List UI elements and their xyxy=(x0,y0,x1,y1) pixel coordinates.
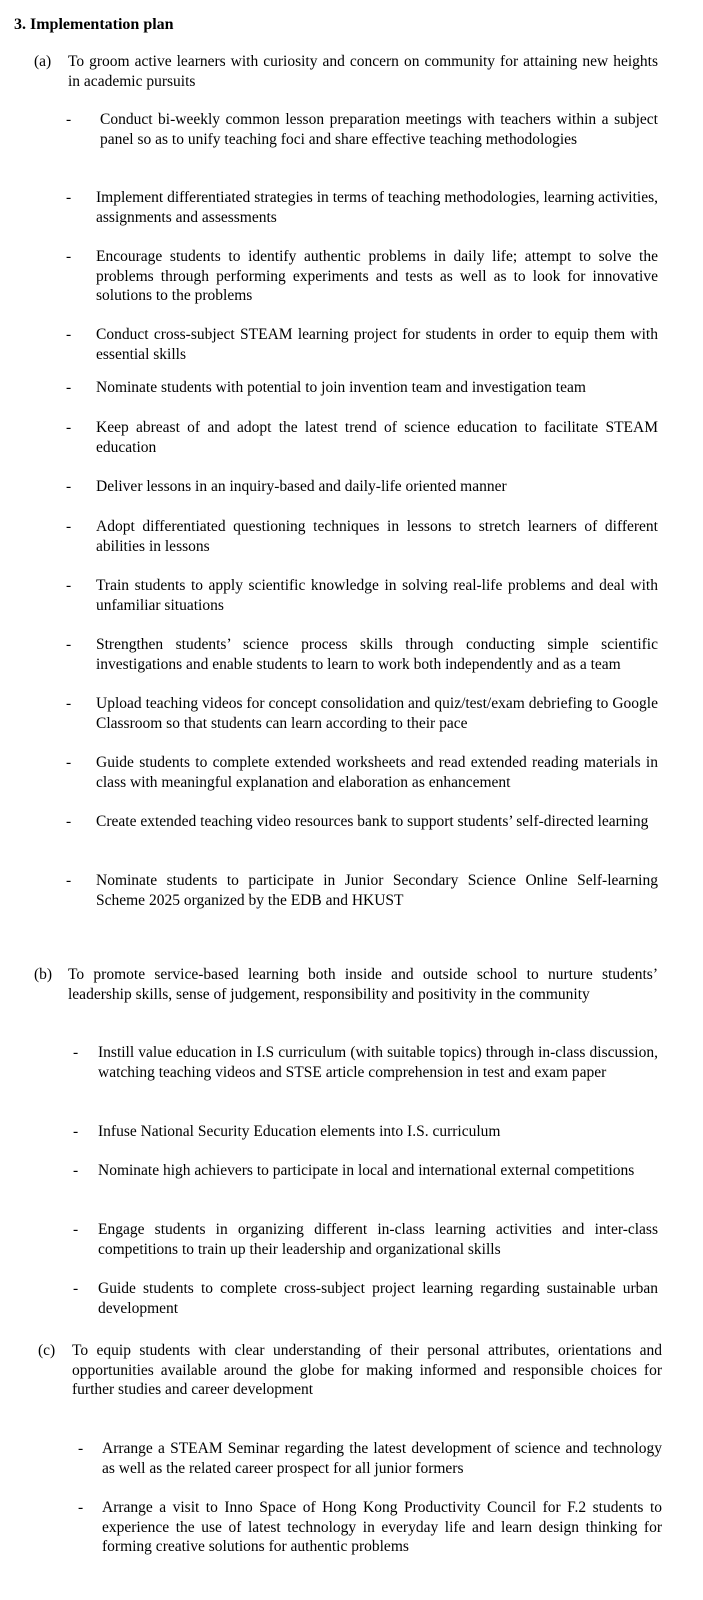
bullet-dash-icon: - xyxy=(66,111,72,128)
bullet-text: Nominate students with potential to join invention team and investigation team xyxy=(96,379,586,396)
bullet-dash-icon: - xyxy=(66,636,72,653)
bullet-text: Arrange a visit to Inno Space of Hong Kong Productivity Council for F.2 students to experience the use of latest technology in everyday life and learn design thinking for forming creative solutions for authentic problems xyxy=(102,1499,662,1555)
bullet-text: Deliver lessons in an inquiry-based and daily-life oriented manner xyxy=(96,478,507,495)
bullet-dash-icon: - xyxy=(66,189,72,206)
bullet-text: Strengthen students’ science process skills through conducting simple scientific investigations and enable students to learn to work both independently and as a team xyxy=(96,636,658,673)
bullet-text: Conduct cross-subject STEAM learning project for students in order to equip them with essential skills xyxy=(96,326,658,363)
bullet-text: Nominate high achievers to participate in local and international external competitions xyxy=(98,1162,635,1179)
bullet-text: Implement differentiated strategies in terms of teaching methodologies, learning activities, assignments and assessments xyxy=(96,189,658,226)
bullet-dash-icon: - xyxy=(73,1221,79,1238)
bullet-text: Nominate students to participate in Junior Secondary Science Online Self-learning Scheme 2025 organized by the EDB and HKUST xyxy=(96,872,658,909)
bullet-text: Create extended teaching video resources bank to support students’ self-directed learning xyxy=(96,813,649,830)
bullet-text: Train students to apply scientific knowledge in solving real-life problems and deal with unfamiliar situations xyxy=(96,577,658,614)
bullet-dash-icon: - xyxy=(73,1162,79,1179)
bullet-dash-icon: - xyxy=(78,1440,84,1457)
bullet-dash-icon: - xyxy=(73,1280,79,1297)
bullet-dash-icon: - xyxy=(66,419,72,436)
bullet-dash-icon: - xyxy=(66,754,72,771)
section-heading: 3. Implementation plan xyxy=(14,16,174,33)
bullet-text: Guide students to complete cross-subject project learning regarding sustainable urban development xyxy=(98,1280,658,1317)
section-title: To promote service-based learning both inside and outside school to nurture students’ leadership skills, sense of judgement, responsibility and positivity in the community xyxy=(68,966,658,1003)
bullet-dash-icon: - xyxy=(66,379,72,396)
bullet-text: Conduct bi-weekly common lesson preparation meetings with teachers within a subject panel so as to unify teaching foci and share effective teaching methodologies xyxy=(100,111,658,148)
bullet-dash-icon: - xyxy=(66,326,72,343)
bullet-text: Adopt differentiated questioning techniques in lessons to stretch learners of different abilities in lessons xyxy=(96,518,658,555)
section-letter: (b) xyxy=(34,966,53,983)
bullet-text: Guide students to complete extended worksheets and read extended reading materials in class with meaningful explanation and elaboration as enhancement xyxy=(96,754,658,791)
bullet-dash-icon: - xyxy=(73,1044,79,1061)
bullet-dash-icon: - xyxy=(66,695,72,712)
bullet-dash-icon: - xyxy=(66,518,72,535)
section-letter: (c) xyxy=(38,1342,56,1359)
bullet-dash-icon: - xyxy=(66,872,72,889)
bullet-dash-icon: - xyxy=(73,1123,79,1140)
section-title: To equip students with clear understanding of their personal attributes, orientations and opportunities available around the globe for making informed and responsible choices for further studies and career development xyxy=(72,1342,662,1398)
bullet-dash-icon: - xyxy=(66,813,72,830)
section-title: To groom active learners with curiosity and concern on community for attaining new heights in academic pursuits xyxy=(68,53,658,90)
bullet-text: Upload teaching videos for concept consolidation and quiz/test/exam debriefing to Google Classroom so that students can learn according to their pace xyxy=(96,695,658,732)
bullet-dash-icon: - xyxy=(78,1499,84,1516)
section-letter: (a) xyxy=(34,53,52,70)
bullet-dash-icon: - xyxy=(66,478,72,495)
bullet-text: Infuse National Security Education elements into I.S. curriculum xyxy=(98,1123,501,1140)
bullet-text: Keep abreast of and adopt the latest trend of science education to facilitate STEAM education xyxy=(96,419,658,456)
bullet-text: Arrange a STEAM Seminar regarding the latest development of science and technology as well as the related career prospect for all junior formers xyxy=(102,1440,662,1477)
bullet-text: Encourage students to identify authentic problems in daily life; attempt to solve the problems through performing experiments and tests as well as to look for innovative solutions to the problems xyxy=(96,248,658,304)
bullet-dash-icon: - xyxy=(66,248,72,265)
bullet-text: Engage students in organizing different in-class learning activities and inter-class competitions to train up their leadership and organizational skills xyxy=(98,1221,658,1258)
bullet-text: Instill value education in I.S curriculum (with suitable topics) through in-class discussion, watching teaching videos and STSE article comprehension in test and exam paper xyxy=(98,1044,658,1081)
bullet-dash-icon: - xyxy=(66,577,72,594)
